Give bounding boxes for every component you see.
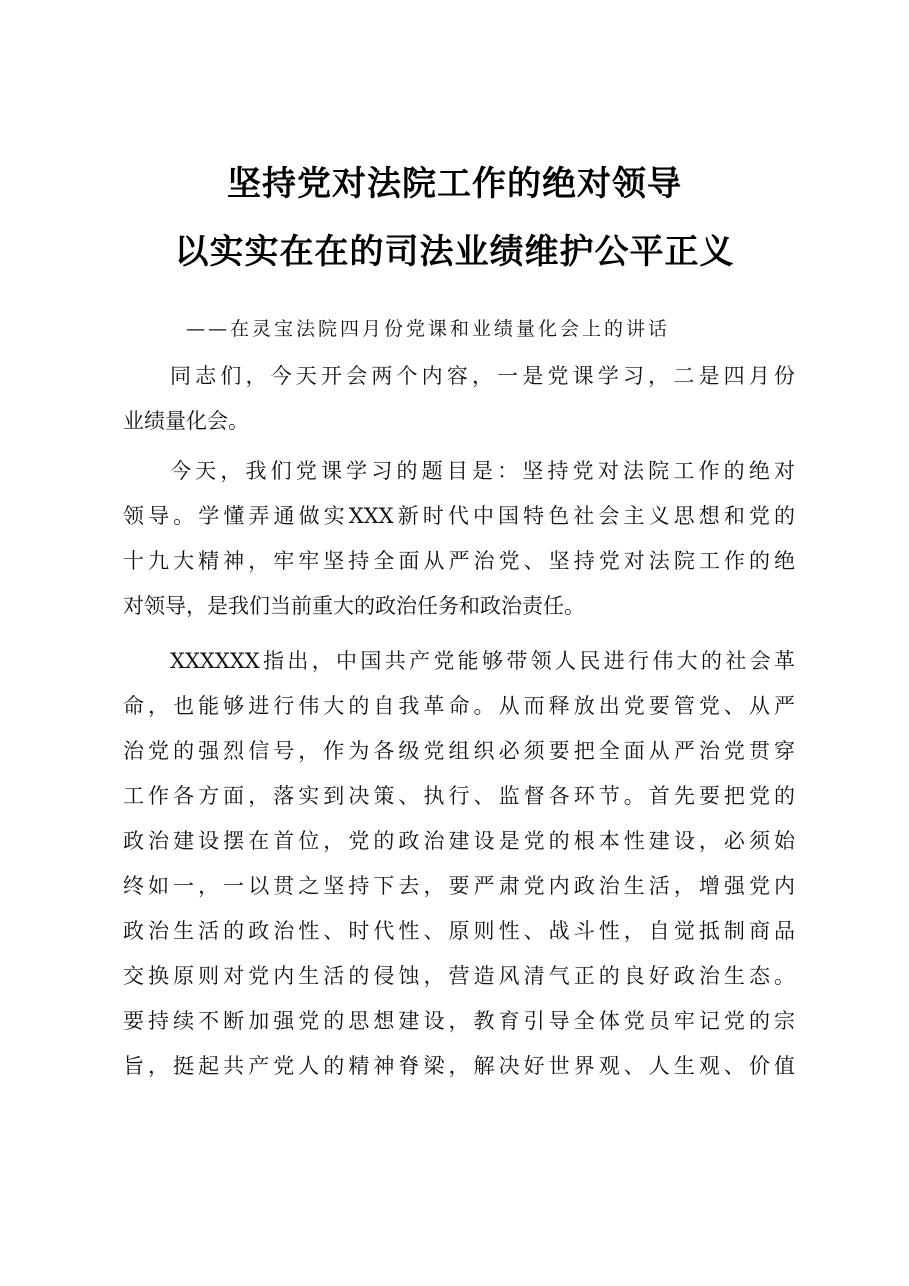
body-line: 十九大精神，牢牢坚持全面从严治党、坚持党对法院工作的绝 <box>123 549 795 573</box>
body-line: 领导。学懂弄通做实XXX新时代中国特色社会主义思想和党的 <box>123 504 795 528</box>
body-line: XXXXXX指出，中国共产党能够带领人民进行伟大的社会革 <box>170 649 795 673</box>
body-line: 旨，挺起共产党人的精神脊梁，解决好世界观、人生观、价值 <box>123 1054 795 1078</box>
body-line: 命，也能够进行伟大的自我革命。从而释放出党要管党、从严 <box>123 694 795 718</box>
body-line: 同志们，今天开会两个内容，一是党课学习，二是四月份 <box>170 364 795 388</box>
body-line: 终如一，一以贯之坚持下去，要严肃党内政治生活，增强党内 <box>123 874 795 898</box>
subtitle: ——在灵宝法院四月份党课和业绩量化会上的讲话 <box>186 318 671 340</box>
body-line: 今天，我们党课学习的题目是：坚持党对法院工作的绝对 <box>170 459 795 483</box>
body-line: 对领导，是我们当前重大的政治任务和政治责任。 <box>123 594 585 618</box>
body-line: 工作各方面，落实到决策、执行、监督各环节。首先要把党的 <box>123 784 795 808</box>
body-line: 治党的强烈信号，作为各级党组织必须要把全面从严治党贯穿 <box>123 739 795 763</box>
body-line: 政治建设摆在首位，党的政治建设是党的根本性建设，必须始 <box>123 829 795 853</box>
body-line: 业绩量化会。 <box>123 409 249 433</box>
body-line: 要持续不断加强党的思想建设，教育引导全体党员牢记党的宗 <box>123 1009 795 1033</box>
body-line: 交换原则对党内生活的侵蚀，营造风清气正的良好政治生态。 <box>123 964 795 988</box>
title-line-1: 坚持党对法院工作的绝对领导 <box>227 164 682 204</box>
title-line-2: 以实实在在的司法业绩维护公平正义 <box>174 232 735 272</box>
body-line: 政治生活的政治性、时代性、原则性、战斗性，自觉抵制商品 <box>123 919 795 943</box>
